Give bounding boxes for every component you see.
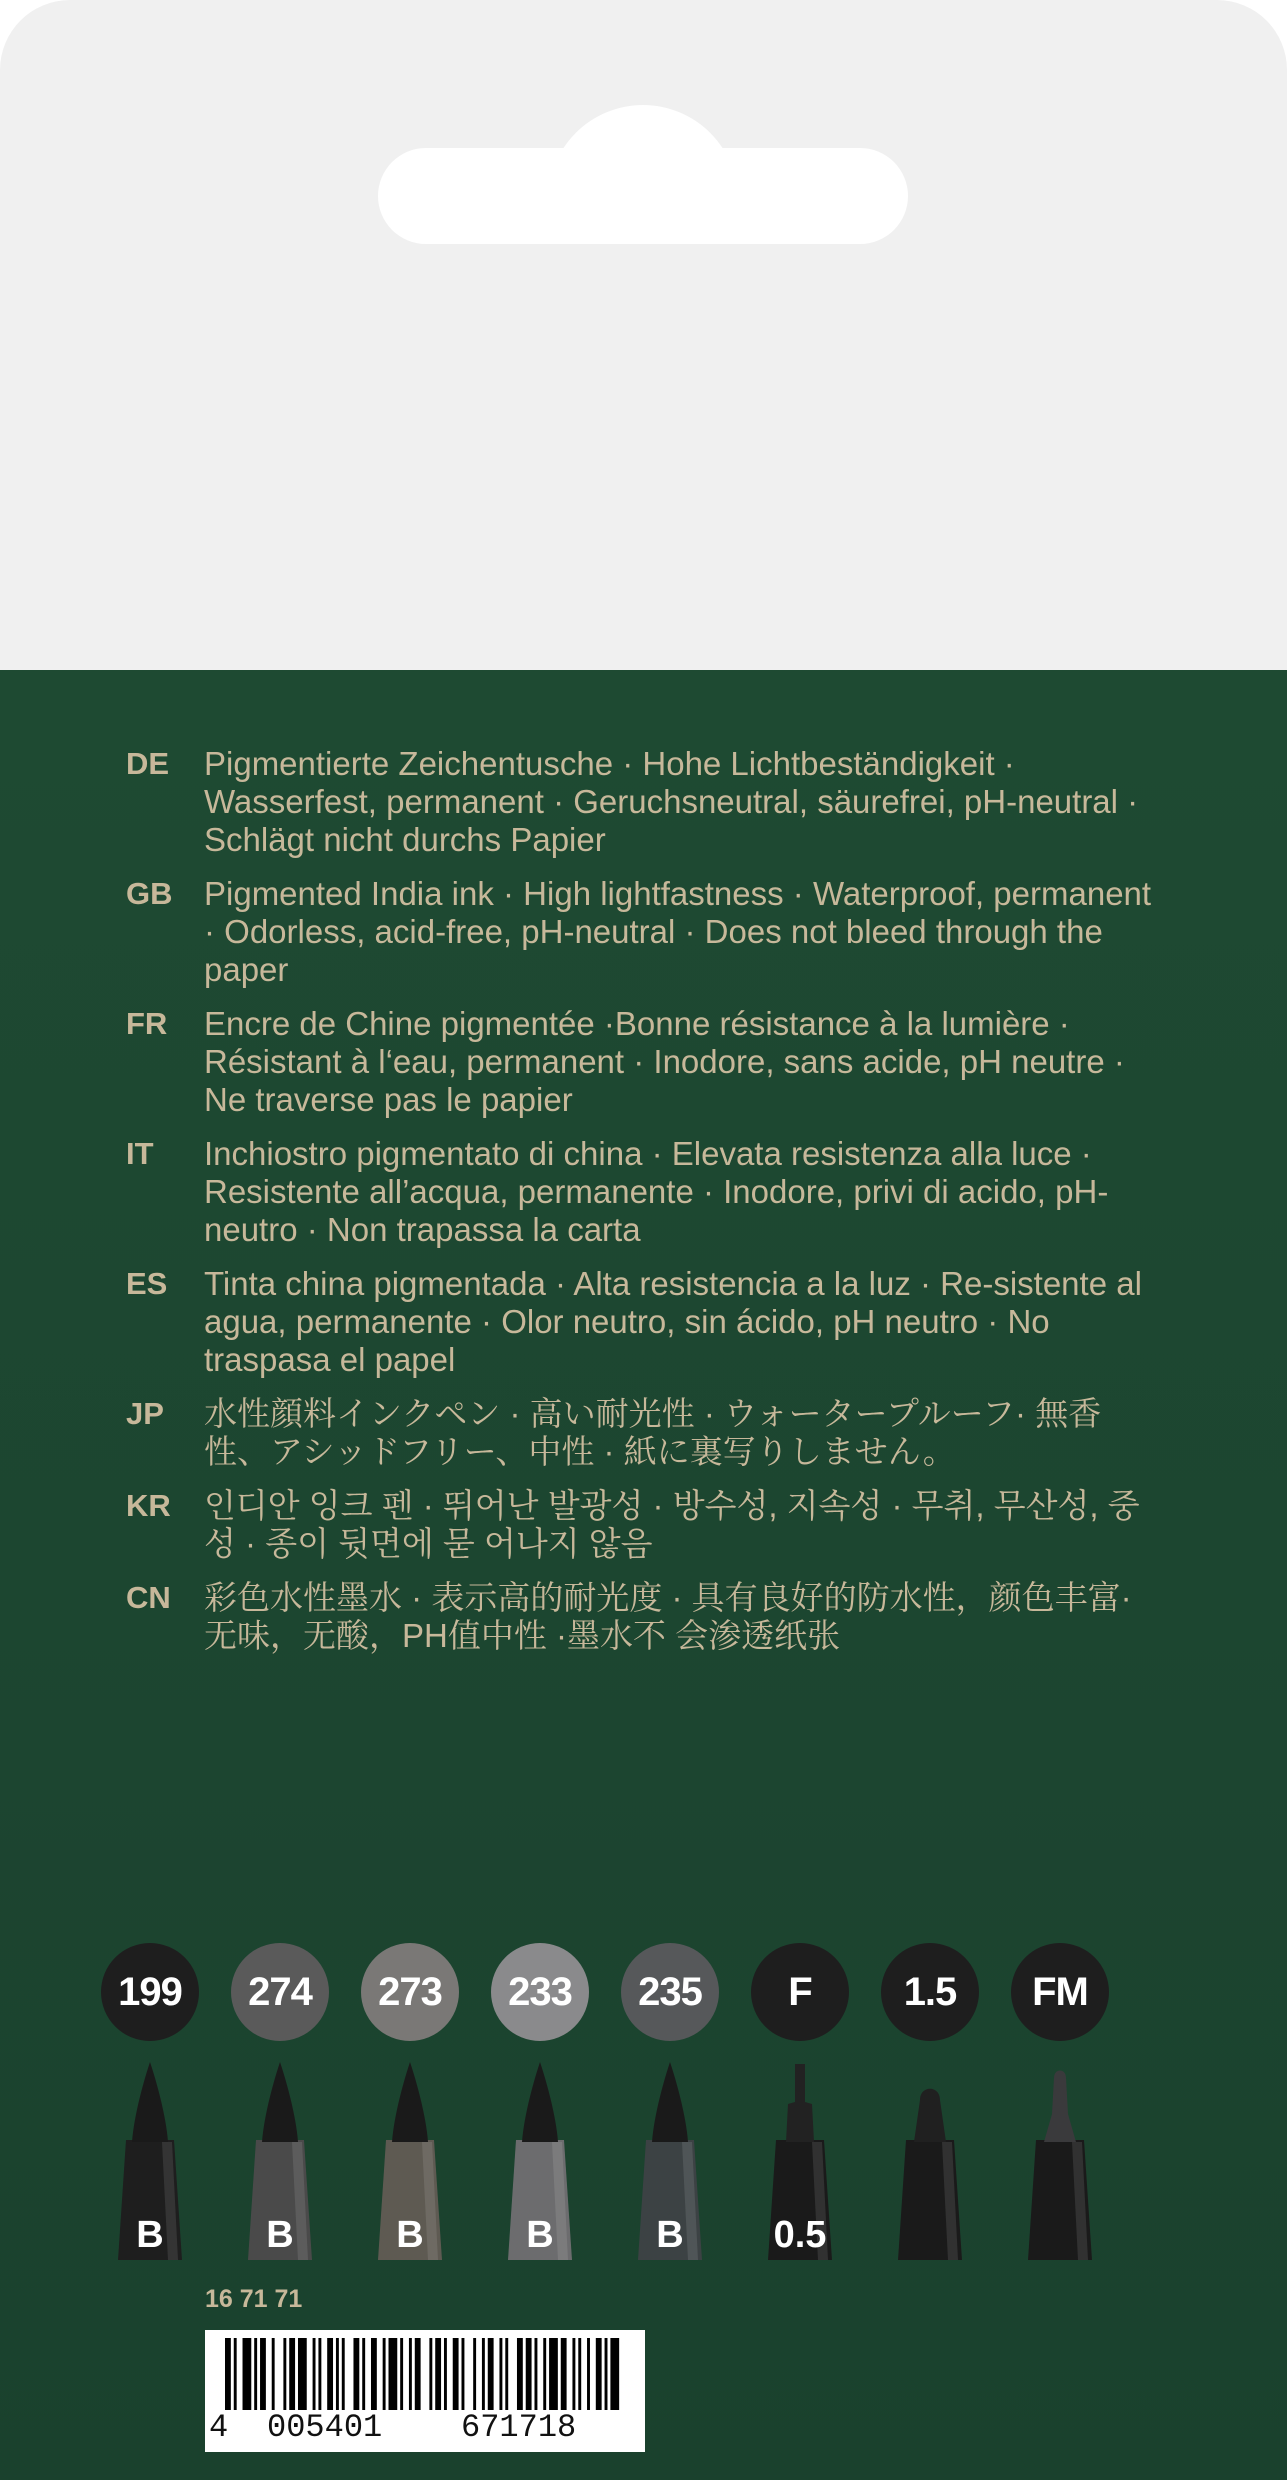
pen-nib [1044,2071,1076,2143]
color-code-row [0,1943,1287,2043]
pen-tip-label: B [266,2214,294,2256]
barcode-bar [283,2338,286,2410]
article-number: 16 71 71 [205,2285,303,2313]
pen-nib [652,2062,688,2142]
barcode-bar [389,2338,398,2410]
color-code-badge: 274 [231,1943,329,2041]
barcode-bar [444,2338,447,2410]
barcode-bar [473,2338,476,2410]
pen-tip-label: B [526,2214,554,2256]
barcode-bar [318,2338,321,2410]
barcode-first-digit: 4 [209,2409,229,2446]
barcode-bar [549,2338,558,2410]
language-text: Pigmented India ink · High lightfastness · Waterproof, permanent · Odorless, acid-free, pH-neutral · Does not bleed through the paper [204,875,1152,988]
color-code-badge: FM [1011,1943,1109,2041]
pen-tip-label: 0.5 [773,2214,827,2256]
barcode-bar [225,2338,231,2410]
barcode-bar [289,2338,295,2410]
color-code-badge: 199 [101,1943,199,2041]
language-code: GB [126,876,173,911]
pen-nib [522,2062,558,2142]
barcode-right-digits: 671718 [461,2409,577,2446]
barcode-bar [272,2338,275,2410]
pen-nib [914,2089,946,2142]
pen-nib [132,2062,168,2142]
barcode-bar [371,2338,377,2410]
pen-tip-brush [360,2060,460,2260]
barcode-bar [499,2338,502,2410]
barcode-bar [400,2338,403,2410]
pen-tip-brush [230,2060,330,2260]
barcode-bar [234,2338,237,2410]
pen-tips-row [0,2060,1287,2260]
barcode-bar [362,2338,365,2410]
barcode-bar [415,2338,421,2410]
barcode-bar [534,2338,537,2410]
hang-hole [378,148,908,244]
color-code-badge: F [751,1943,849,2041]
barcode-bar [572,2338,575,2410]
barcode-bar [243,2338,252,2410]
barcode-left-digits: 005401 [267,2409,383,2446]
barcode-bar [298,2338,307,2410]
barcode-bar [605,2338,608,2410]
language-text: Pigmentierte Zeichentusche · Hohe Lichtbeständigkeit · Wasserfest, permanent · Geruchsneutral, säurefrei, pH-neutral · Schlägt nicht durchs Papier [204,745,1139,858]
barcode-bars [225,2338,625,2410]
barcode-bar [429,2338,432,2410]
pen-nib [262,2062,298,2142]
language-text: Inchiostro pigmentato di china · Elevata resistenza alla luce · Resistente all’acqua, permanente · Inodore, privi di acido, pH-neutro · Non trapassa la carta [204,1135,1109,1248]
barcode-bar [409,2338,412,2410]
pen-tip-label: B [396,2214,424,2256]
barcode-bar [596,2338,602,2410]
barcode-bar [353,2338,359,2410]
barcode-bar [482,2338,485,2410]
barcode-bar [453,2338,459,2410]
barcode-bar [327,2338,333,2410]
barcode-bar [578,2338,581,2410]
language-code: IT [126,1136,154,1171]
language-code: FR [126,1006,168,1041]
barcode-bar [543,2338,546,2410]
language-text: 인디안 잉크 펜 · 뛰어난 발광성 · 방수성, 지속성 · 무취, 무산성, 중성 · 종이 뒷면에 묻 어나지 않음 [204,1487,1140,1562]
pen-nib [392,2062,428,2142]
pen-tip-bullet [880,2060,980,2260]
pen-tip-brush [490,2060,590,2260]
language-code: CN [126,1580,171,1615]
color-code-badge: 235 [621,1943,719,2041]
language-code: DE [126,746,170,781]
color-code-badge: 233 [491,1943,589,2041]
barcode-bar [260,2338,266,2410]
barcode-bar [587,2338,590,2410]
barcode-bar [336,2338,339,2410]
pen-tip-brush [620,2060,720,2260]
pen-tip-label: B [136,2214,164,2256]
barcode-bar [383,2338,386,2410]
barcode [205,2330,645,2452]
pen-nib [786,2064,814,2142]
barcode-bar [526,2338,532,2410]
barcode-bar [488,2338,494,2410]
barcode-bar [313,2338,316,2410]
language-text: 彩色水性墨水 · 表示高的耐光度 · 具有良好的防水性，颜色丰富· 无味，无酸，PH值中性 ·墨水不 会渗透纸张 [204,1579,1132,1654]
barcode-bar [342,2338,345,2410]
pen-tip-felt [1010,2060,1110,2260]
language-text: Encre de Chine pigmentée ·Bonne résistance à la lumière · Résistant à l‘eau, permanent · Inodore, sans acide, pH neutre · Ne traverse pas le papier [204,1005,1125,1118]
barcode-bar [505,2338,508,2410]
language-code: KR [126,1488,171,1523]
color-code-badge: 273 [361,1943,459,2041]
barcode-bar [254,2338,257,2410]
barcode-bar [561,2338,567,2410]
barcode-bar [610,2338,619,2410]
barcode-bar [435,2338,441,2410]
barcode-bar [517,2338,523,2410]
language-text: Tinta china pigmentada · Alta resistencia a la luz · Re-sistente al agua, permanente · Olor neutro, sin ácido, pH neutro · No traspasa el papel [204,1265,1142,1378]
color-code-badge: 1.5 [881,1943,979,2041]
barcode-bar [462,2338,465,2410]
pen-tip-fine [750,2060,850,2260]
language-code: JP [126,1396,164,1431]
pen-tip-brush [100,2060,200,2260]
language-text: 水性顔料インクペン · 高い耐光性 · ウォータープルーフ· 無香性、アシッドフリー、中性 · 紙に裏写りしません。 [204,1395,1102,1470]
pen-tip-label: B [656,2214,684,2256]
language-code: ES [126,1266,168,1301]
